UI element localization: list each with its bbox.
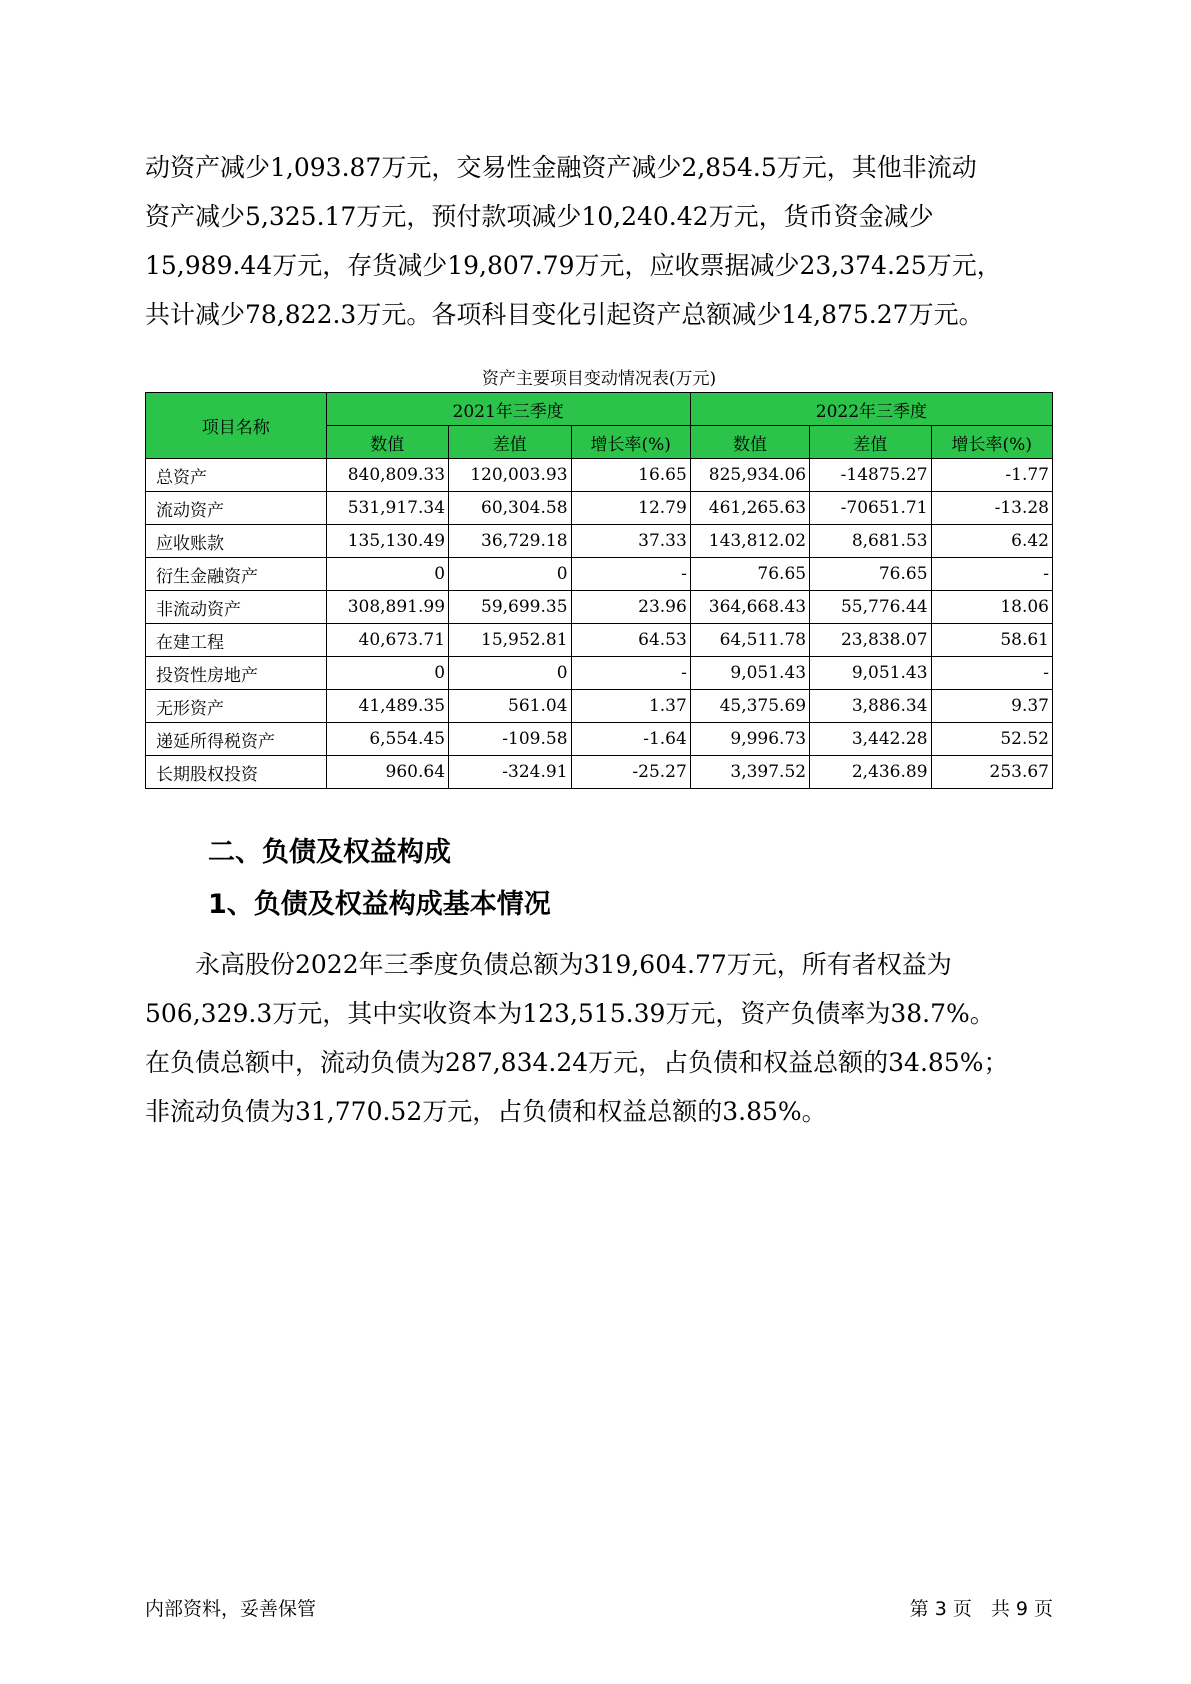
table-cell: 64.53	[571, 624, 690, 657]
table-cell: 6,554.45	[326, 723, 449, 756]
text-line: 永高股份2022年三季度负债总额为319,604.77万元，所有者权益为	[145, 950, 952, 979]
text-line: 资产减少5,325.17万元，预付款项减少10,240.42万元，货币资金减少	[145, 202, 934, 231]
table-cell: 41,489.35	[326, 690, 449, 723]
table-cell: 16.65	[571, 459, 690, 492]
row-item-name: 投资性房地产	[146, 657, 327, 690]
row-item-name: 递延所得税资产	[146, 723, 327, 756]
paragraph-liabilities	[145, 940, 1055, 1136]
row-item-name: 在建工程	[146, 624, 327, 657]
table-cell: 3,397.52	[690, 756, 809, 789]
row-item-name: 衍生金融资产	[146, 558, 327, 591]
table-row	[146, 591, 1053, 624]
table-cell: 0	[326, 558, 449, 591]
table-cell: 55,776.44	[810, 591, 931, 624]
table-row	[146, 756, 1053, 789]
footer-confidential-note: 内部资料，妥善保管	[145, 1598, 317, 1620]
table-cell: 9,051.43	[810, 657, 931, 690]
table-row	[146, 723, 1053, 756]
text-line: 506,329.3万元，其中实收资本为123,515.39万元，资产负债率为38.7%。	[145, 999, 995, 1028]
row-item-name: 长期股权投资	[146, 756, 327, 789]
table-cell: 1.37	[571, 690, 690, 723]
table-cell: 143,812.02	[690, 525, 809, 558]
text-line: 非流动负债为31,770.52万元，占负债和权益总额的3.85%。	[145, 1097, 827, 1126]
table-cell: 76.65	[690, 558, 809, 591]
header-value: 数值	[326, 426, 449, 459]
table-cell: 37.33	[571, 525, 690, 558]
table-cell: 2,436.89	[810, 756, 931, 789]
table-cell: 135,130.49	[326, 525, 449, 558]
table-row	[146, 459, 1053, 492]
table-cell: 45,375.69	[690, 690, 809, 723]
table-cell: -25.27	[571, 756, 690, 789]
table-cell: 76.65	[810, 558, 931, 591]
table-cell: 15,952.81	[449, 624, 572, 657]
table-cell: 253.67	[931, 756, 1052, 789]
table-cell: 840,809.33	[326, 459, 449, 492]
table-row	[146, 690, 1053, 723]
table-row	[146, 558, 1053, 591]
table-cell: 23,838.07	[810, 624, 931, 657]
table-cell: 18.06	[931, 591, 1052, 624]
table-cell: 308,891.99	[326, 591, 449, 624]
table-cell: 561.04	[449, 690, 572, 723]
table-caption: 资产主要项目变动情况表(万元)	[481, 369, 717, 389]
table-cell: 23.96	[571, 591, 690, 624]
table-cell: 461,265.63	[690, 492, 809, 525]
table-cell: 120,003.93	[449, 459, 572, 492]
paragraph-asset-changes	[145, 143, 1055, 339]
table-cell: -1.77	[931, 459, 1052, 492]
table-cell: -	[571, 558, 690, 591]
header-item-name: 项目名称	[146, 393, 327, 459]
table-cell: 52.52	[931, 723, 1052, 756]
header-value: 数值	[690, 426, 809, 459]
table-cell: 531,917.34	[326, 492, 449, 525]
header-growth: 增长率(%)	[571, 426, 690, 459]
table-cell: 3,442.28	[810, 723, 931, 756]
table-cell: 364,668.43	[690, 591, 809, 624]
table-cell: 59,699.35	[449, 591, 572, 624]
table-row	[146, 624, 1053, 657]
header-period-2021: 2021年三季度	[326, 393, 690, 426]
table-cell: -324.91	[449, 756, 572, 789]
table-cell: 58.61	[931, 624, 1052, 657]
table-cell: 40,673.71	[326, 624, 449, 657]
table-cell: 3,886.34	[810, 690, 931, 723]
asset-change-table	[145, 392, 1053, 789]
section-heading: 二、负债及权益构成	[208, 837, 451, 868]
text-line: 共计减少78,822.3万元。各项科目变化引起资产总额减少14,875.27万元。	[145, 300, 984, 329]
table-cell: 6.42	[931, 525, 1052, 558]
table-cell: 60,304.58	[449, 492, 572, 525]
table-body	[146, 459, 1053, 789]
table-cell: 36,729.18	[449, 525, 572, 558]
table-row	[146, 525, 1053, 558]
table-cell: 9.37	[931, 690, 1052, 723]
table-cell: -	[571, 657, 690, 690]
row-item-name: 非流动资产	[146, 591, 327, 624]
row-item-name: 总资产	[146, 459, 327, 492]
table-row	[146, 492, 1053, 525]
table-cell: -	[931, 657, 1052, 690]
table-cell: 9,051.43	[690, 657, 809, 690]
table-cell: 12.79	[571, 492, 690, 525]
header-growth: 增长率(%)	[931, 426, 1052, 459]
table-cell: -13.28	[931, 492, 1052, 525]
header-period-2022: 2022年三季度	[690, 393, 1052, 426]
subsection-heading: 1、负债及权益构成基本情况	[208, 889, 551, 920]
table-cell: -14875.27	[810, 459, 931, 492]
table-cell: 0	[326, 657, 449, 690]
table-cell: 960.64	[326, 756, 449, 789]
header-diff: 差值	[810, 426, 931, 459]
table-cell: -1.64	[571, 723, 690, 756]
text-line: 动资产减少1,093.87万元，交易性金融资产减少2,854.5万元，其他非流动	[145, 153, 977, 182]
table-cell: 8,681.53	[810, 525, 931, 558]
header-diff: 差值	[449, 426, 572, 459]
text-line: 在负债总额中，流动负债为287,834.24万元，占负债和权益总额的34.85%；	[145, 1048, 1009, 1077]
text-line: 15,989.44万元，存货减少19,807.79万元，应收票据减少23,374.25万元，	[145, 251, 1002, 280]
row-item-name: 流动资产	[146, 492, 327, 525]
row-item-name: 应收账款	[146, 525, 327, 558]
table-cell: 64,511.78	[690, 624, 809, 657]
table-cell: 825,934.06	[690, 459, 809, 492]
table-cell: -	[931, 558, 1052, 591]
row-item-name: 无形资产	[146, 690, 327, 723]
table-cell: -109.58	[449, 723, 572, 756]
table-cell: 0	[449, 558, 572, 591]
table-cell: 9,996.73	[690, 723, 809, 756]
table-row	[146, 657, 1053, 690]
table-cell: 0	[449, 657, 572, 690]
table-cell: -70651.71	[810, 492, 931, 525]
footer-page-number: 第 3 页 共 9 页	[909, 1598, 1053, 1620]
